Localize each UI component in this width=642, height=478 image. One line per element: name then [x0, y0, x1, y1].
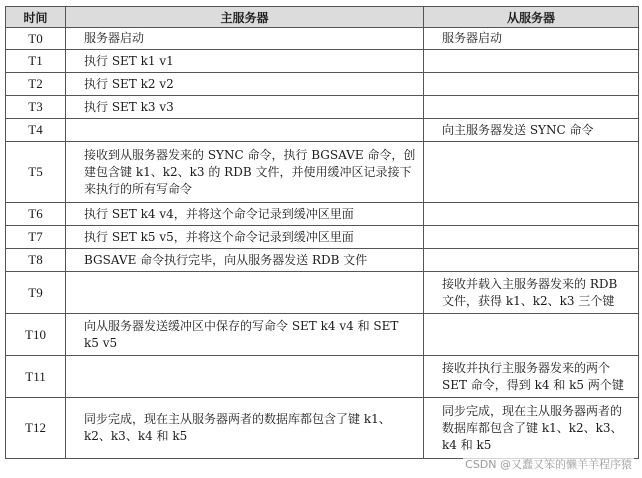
slave-cell	[424, 73, 639, 96]
time-cell: T9	[6, 272, 66, 314]
master-text: BGSAVE 命令执行完毕，向从服务器发送 RDB 文件	[84, 252, 368, 267]
slave-cell	[424, 142, 639, 203]
sync-timeline-table	[5, 6, 639, 459]
slave-cell	[424, 96, 639, 119]
master-text: 向从服务器发送缓冲区中保存的写命令 SET k4 v4 和 SET k5 v5	[84, 318, 399, 350]
table-row	[6, 203, 639, 226]
table-row	[6, 73, 639, 96]
time-cell: T0	[6, 28, 66, 50]
master-cell	[66, 314, 424, 356]
slave-text: 服务器启动	[442, 31, 503, 45]
time-cell: T2	[6, 73, 66, 96]
slave-text: 接收并执行主服务器发来的两个 SET 命令，得到 k4 和 k5 两个键	[442, 360, 624, 392]
master-text: 执行 SET k1 v1	[84, 53, 174, 68]
master-cell	[66, 50, 424, 73]
master-text: 执行 SET k3 v3	[84, 99, 174, 114]
master-cell	[66, 142, 424, 203]
time-cell: T6	[6, 203, 66, 226]
master-text: 同步完成，现在主从服务器两者的数据库都包含了键 k1、k2、k3、k4 和 k5	[84, 412, 391, 443]
slave-cell	[424, 28, 639, 50]
time-cell: T3	[6, 96, 66, 119]
slave-cell	[424, 203, 639, 226]
slave-cell	[424, 272, 639, 314]
time-cell: T12	[6, 398, 66, 459]
master-cell	[66, 73, 424, 96]
time-cell: T4	[6, 119, 66, 142]
table-row	[6, 142, 639, 203]
slave-cell	[424, 119, 639, 142]
time-cell: T1	[6, 50, 66, 73]
table-row	[6, 119, 639, 142]
slave-text: 向主服务器发送 SYNC 命令	[442, 122, 594, 137]
slave-cell	[424, 249, 639, 272]
header-time: 时间	[6, 7, 66, 28]
slave-cell	[424, 314, 639, 356]
slave-cell	[424, 226, 639, 249]
table-row	[6, 272, 639, 314]
table-row	[6, 28, 639, 50]
time-cell: T11	[6, 356, 66, 398]
table-row	[6, 96, 639, 119]
watermark: CSDN @又蠢又笨的懒羊羊程序猿	[465, 458, 632, 471]
master-cell	[66, 203, 424, 226]
time-cell: T5	[6, 142, 66, 203]
master-text: 执行 SET k2 v2	[84, 76, 174, 91]
master-cell	[66, 226, 424, 249]
table-row	[6, 314, 639, 356]
header-master: 主服务器	[66, 7, 424, 28]
master-cell	[66, 356, 424, 398]
master-text: 执行 SET k4 v4，并将这个命令记录到缓冲区里面	[84, 206, 354, 221]
master-text: 执行 SET k5 v5，并将这个命令记录到缓冲区里面	[84, 229, 354, 244]
slave-cell	[424, 398, 639, 459]
slave-cell	[424, 50, 639, 73]
table-row	[6, 356, 639, 398]
master-cell	[66, 119, 424, 142]
master-cell	[66, 272, 424, 314]
header-row	[6, 7, 639, 28]
master-cell	[66, 96, 424, 119]
table-row	[6, 50, 639, 73]
slave-text: 同步完成，现在主从服务器两者的数据库都包含了键 k1、k2、k3、k4 和 k5	[442, 403, 623, 452]
table-row	[6, 398, 639, 459]
time-cell: T10	[6, 314, 66, 356]
header-slave: 从服务器	[424, 7, 639, 28]
master-cell	[66, 249, 424, 272]
master-cell	[66, 398, 424, 459]
master-text: 接收到从服务器发来的 SYNC 命令，执行 BGSAVE 命令，创建包含键 k1、k2、k3 的 RDB 文件，并使用缓冲区记录接下来执行的所有写命令	[84, 147, 416, 196]
table-row	[6, 249, 639, 272]
slave-cell	[424, 356, 639, 398]
time-cell: T8	[6, 249, 66, 272]
master-text: 服务器启动	[84, 31, 145, 45]
slave-text: 接收并载入主服务器发来的 RDB 文件，获得 k1、k2、k3 三个键	[442, 276, 618, 308]
table-row	[6, 226, 639, 249]
time-cell: T7	[6, 226, 66, 249]
master-cell	[66, 28, 424, 50]
